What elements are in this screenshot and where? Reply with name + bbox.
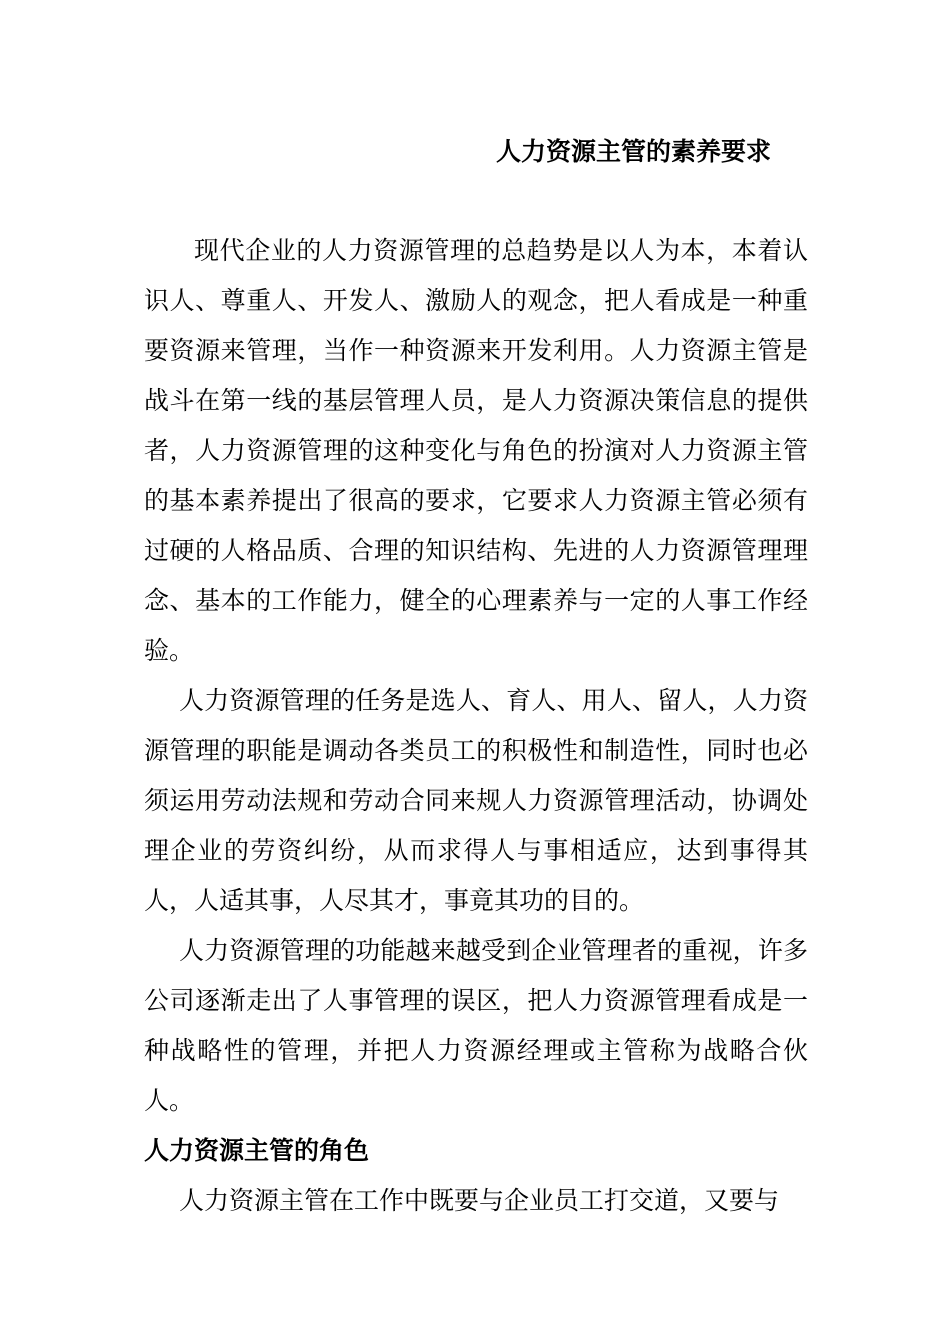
paragraph-strategic: 人力资源管理的功能越来越受到企业管理者的重视，许多公司逐渐走出了人事管理的误区，把人力资源管理看成是一种战略性的管理，并把人力资源经理或主管称为战略合伙人。 bbox=[144, 936, 808, 1115]
document-body bbox=[144, 226, 808, 1226]
paragraph-intro: 现代企业的人力资源管理的总趋势是以人为本，本着认识人、尊重人、开发人、激励人的观念，把人看成是一种重要资源来管理，当作一种资源来开发利用。人力资源主管是战斗在第一线的基层管理人员，是人力资源决策信息的提供者，人力资源管理的这种变化与角色的扮演对人力资源主管的基本素养提出了很高的要求，它要求人力资源主管必须有过硬的人格品质、合理的知识结构、先进的人力资源管理理念、基本的工作能力，健全的心理素养与一定的人事工作经验。 bbox=[144, 236, 808, 665]
paragraph-role: 人力资源主管在工作中既要与企业员工打交道，又要与 bbox=[179, 1186, 780, 1215]
document-title: 人力资源主管的素养要求 bbox=[496, 137, 772, 166]
paragraph-tasks: 人力资源管理的任务是选人、育人、用人、留人，人力资源管理的职能是调动各类员工的积极性和制造性，同时也必须运用劳动法规和劳动合同来规人力资源管理活动，协调处理企业的劳资纠纷，从而求得人与事相适应，达到事得其人，人适其事，人尽其才，事竟其功的目的。 bbox=[144, 686, 808, 915]
section-heading: 人力资源主管的角色 bbox=[144, 1136, 370, 1165]
